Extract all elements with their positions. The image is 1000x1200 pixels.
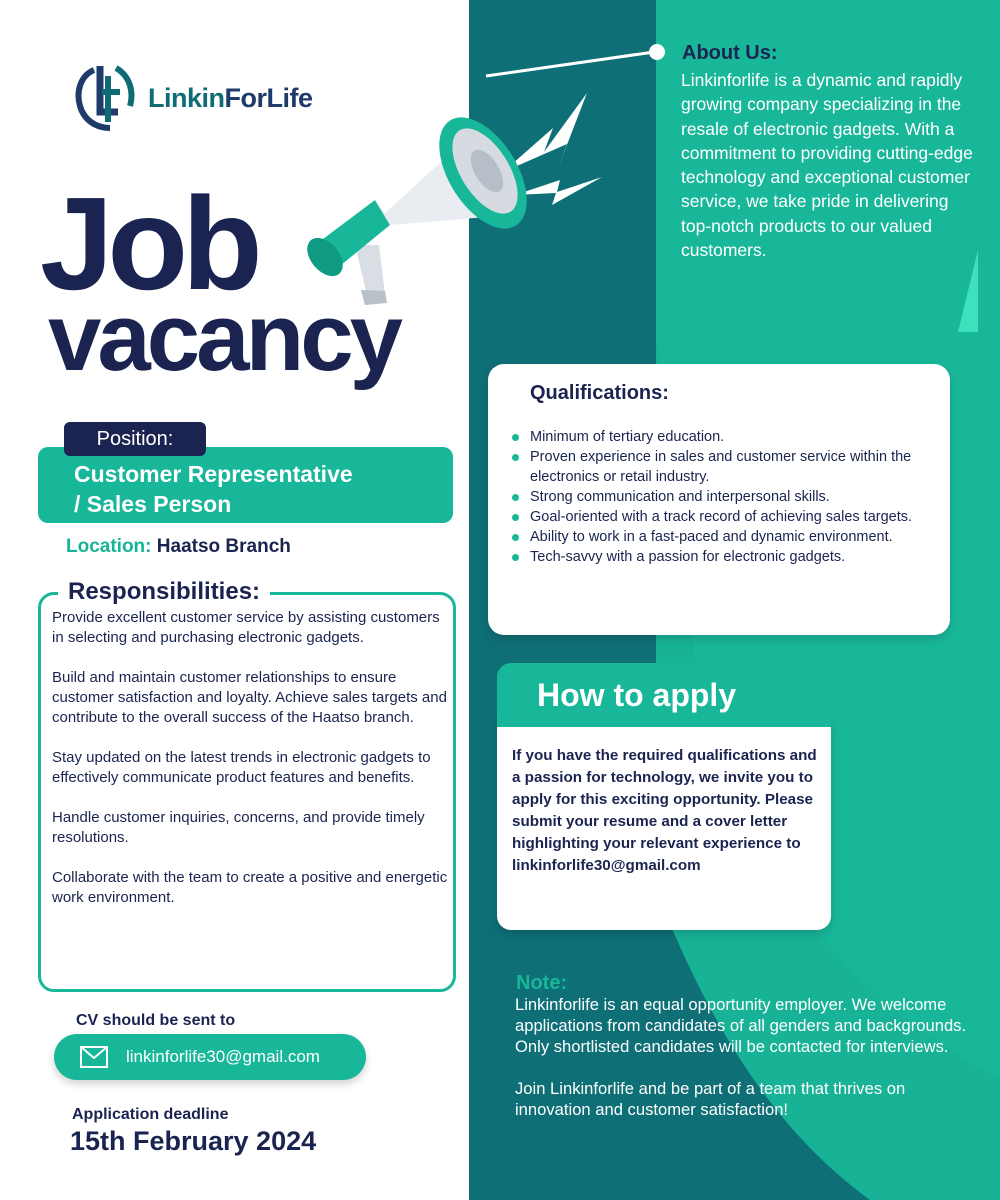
qualifications-title: Qualifications: [530, 382, 669, 404]
responsibility-item: Build and maintain customer relationships to ensure customer satisfaction and loyalty. Achieve sales targets and contribute to the overall success of the Haatso branch. [52, 669, 447, 726]
logo-icon [74, 62, 136, 134]
qualification-item: Minimum of tertiary education. [512, 427, 932, 447]
apply-body: If you have the required qualifications and a passion for technology, we invite you to apply for this exciting opportunity. Please submit your resume and a cover letter highlighting your relevant experience to [512, 747, 817, 852]
qualification-item: Strong communication and interpersonal skills. [512, 487, 932, 507]
qualification-item: Proven experience in sales and customer service within the electronics or retail industry. [512, 447, 932, 487]
position-title-line1: Customer Representative [74, 461, 353, 487]
responsibilities-list [52, 608, 452, 928]
note-paragraph: Linkinforlife is an equal opportunity employer. We welcome applications from candidates of all genders and backgrounds. Only shortlisted candidates will be contacted for interviews. [515, 995, 967, 1056]
location-value: Haatso Branch [156, 536, 291, 557]
responsibility-item: Provide excellent customer service by assisting customers in selecting and purchasing electronic gadgets. [52, 609, 440, 646]
qualification-item: Ability to work in a fast-paced and dynamic environment. [512, 527, 932, 547]
cv-email: linkinforlife30@gmail.com [126, 1047, 320, 1066]
bullet-icon [512, 454, 519, 461]
location [66, 536, 291, 558]
qualifications-list [512, 427, 932, 567]
bullet-icon [512, 434, 519, 441]
bullet-icon [512, 494, 519, 501]
position-title-box [38, 447, 453, 523]
apply-text [512, 745, 824, 877]
position-label: Position: [64, 422, 206, 456]
responsibility-item: Collaborate with the team to create a positive and energetic work environment. [52, 869, 448, 906]
responsibility-item: Stay updated on the latest trends in electronic gadgets to effectively communicate product features and benefits. [52, 749, 431, 786]
about-title: About Us: [682, 42, 778, 64]
headline-job: Job [40, 170, 257, 317]
apply-email-link[interactable]: linkinforlife30@gmail.com [512, 857, 701, 874]
position-title-line2: / Sales Person [74, 491, 232, 517]
brand-logo [74, 62, 313, 134]
responsibilities-title: Responsibilities: [58, 578, 270, 606]
responsibility-item: Handle customer inquiries, concerns, and provide timely resolutions. [52, 809, 425, 846]
bullet-icon [512, 514, 519, 521]
brand-name: LinkinForLife [148, 82, 313, 113]
qualification-item: Goal-oriented with a track record of achieving sales targets. [512, 507, 932, 527]
bullet-icon [512, 534, 519, 541]
cv-label: CV should be sent to [76, 1012, 236, 1029]
deadline-label: Application deadline [72, 1106, 229, 1123]
note-paragraph: Join Linkinforlife and be part of a team that thrives on innovation and customer satisfaction! [515, 1079, 906, 1119]
about-text: Linkinforlife is a dynamic and rapidly growing company specializing in the resale of electronic gadgets. With a commitment to providing cutting-edge technology and exceptional customer service, we take pride in delivering top-notch products to our valued customers. [681, 70, 973, 261]
deadline-date: 15th February 2024 [70, 1126, 317, 1156]
cv-email-button[interactable] [54, 1034, 366, 1080]
qualification-item: Tech-savvy with a passion for electronic gadgets. [512, 547, 932, 567]
bullet-icon [512, 554, 519, 561]
headline-vacancy: vacancy [48, 284, 399, 391]
location-label: Location: [66, 536, 152, 557]
note-title: Note: [516, 972, 568, 994]
mail-icon [80, 1046, 108, 1068]
note-text [515, 994, 985, 1141]
apply-title: How to apply [497, 663, 831, 727]
